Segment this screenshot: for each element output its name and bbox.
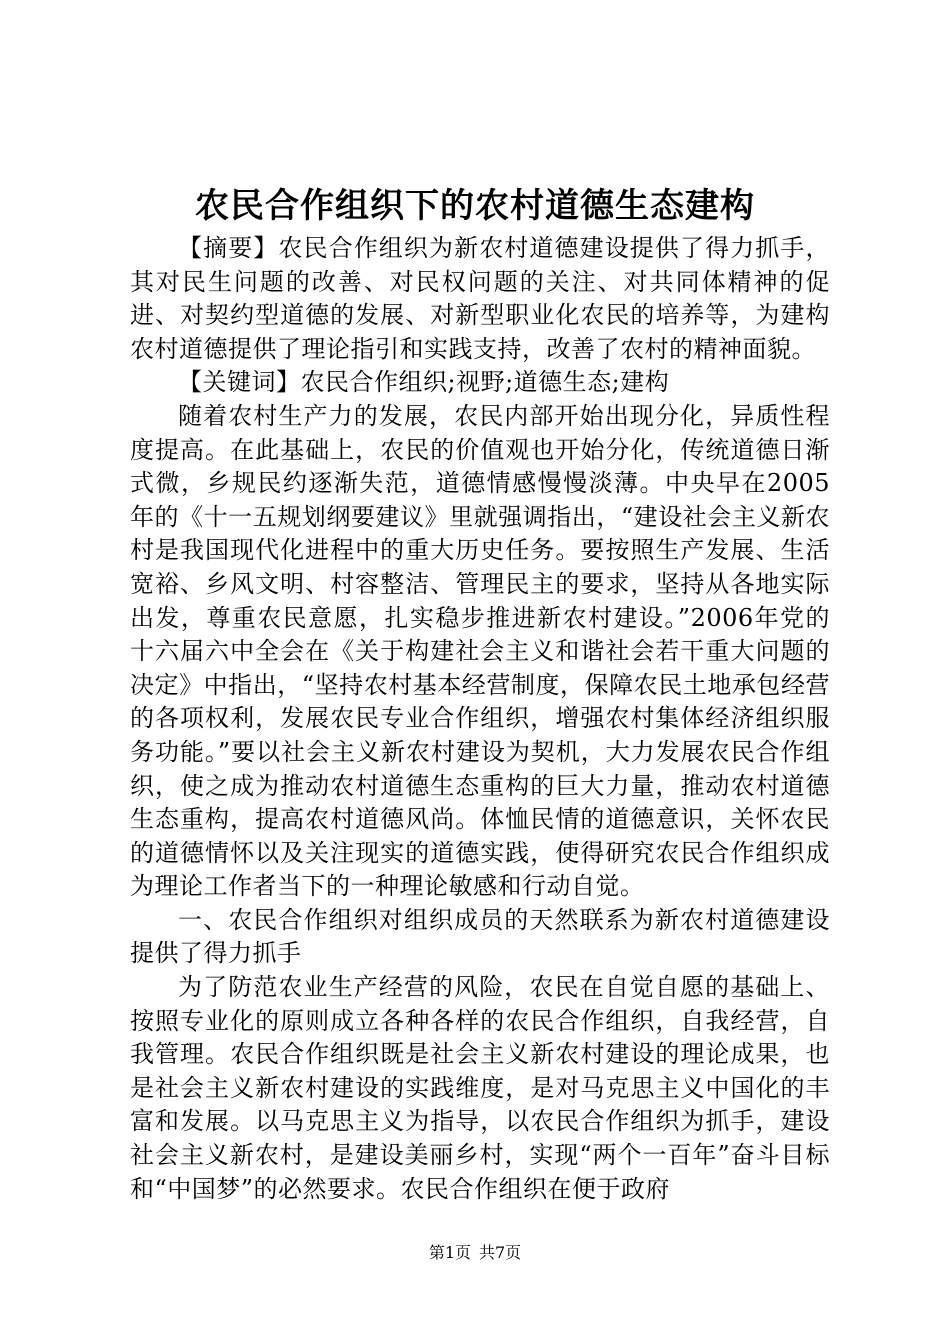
page-number: 第1页 (428, 1243, 471, 1262)
keywords-paragraph: 【关键词】农民合作组织;视野;道德生态;建构 (178, 368, 670, 397)
abstract-paragraph: 【摘要】农民合作组织为新农村道德建设提供了得力抓手，其对民生问题的改善、对民权问题的关注、对共同体精神的促进、对契约型道德的发展、对新型职业化农民的培养等，为建构农村道德提供了理论指引和实践支持，改善了农村的精神面貌。 (130, 234, 830, 363)
document-title: 农民合作组织下的农村道德生态建构 (195, 186, 755, 226)
section-heading-1: 一、农民合作组织对组织成员的天然联系为新农村道德建设提供了得力抓手 (130, 905, 830, 968)
page-footer (0, 1243, 950, 1263)
page-total: 共7页 (479, 1243, 522, 1262)
body-paragraph: 为了防范农业生产经营的风险，农民在自觉自愿的基础上、按照专业化的原则成立各种各样的农民合作组织，自我经营，自我管理。农民合作组织既是社会主义新农村建设的理论成果，也是社会主义新农村建设的实践维度，是对马克思主义中国化的丰富和发展。以马克思主义为指导，以农民合作组织为抓手，建设社会主义新农村，是建设美丽乡村，实现“两个一百年”奋斗目标和“中国梦”的必然要求。农民合作组织在便于政府 (130, 973, 830, 1203)
intro-paragraph: 随着农村生产力的发展，农民内部开始出现分化，异质性程度提高。在此基础上，农民的价值观也开始分化，传统道德日渐式微，乡规民约逐渐失范，道德情感慢慢淡薄。中央早在2005年的《十一五规划纲要建议》里就强调指出，“建设社会主义新农村是我国现代化进程中的重大历史任务。要按照生产发展、生活宽裕、乡风文明、村容整洁、管理民主的要求，坚持从各地实际出发，尊重农民意愿，扎实稳步推进新农村建设。”2006年党的十六届六中全会在《关于构建社会主义和谐社会若干重大问题的决定》中指出，“坚持农村基本经营制度，保障农民土地承包经营的各项权利，发展农民专业合作组织，增强农村集体经济组织服务功能。”要以社会主义新农村建设为契机，大力发展农民合作组织，使之成为推动农村道德生态重构的巨大力量，推动农村道德生态重构，提高农村道德风尚。体恤民情的道德意识，关怀农民的道德情怀以及关注现实的道德实践，使得研究农民合作组织成为理论工作者当下的一种理论敏感和行动自觉。 (130, 401, 830, 901)
document-body (130, 232, 830, 1206)
